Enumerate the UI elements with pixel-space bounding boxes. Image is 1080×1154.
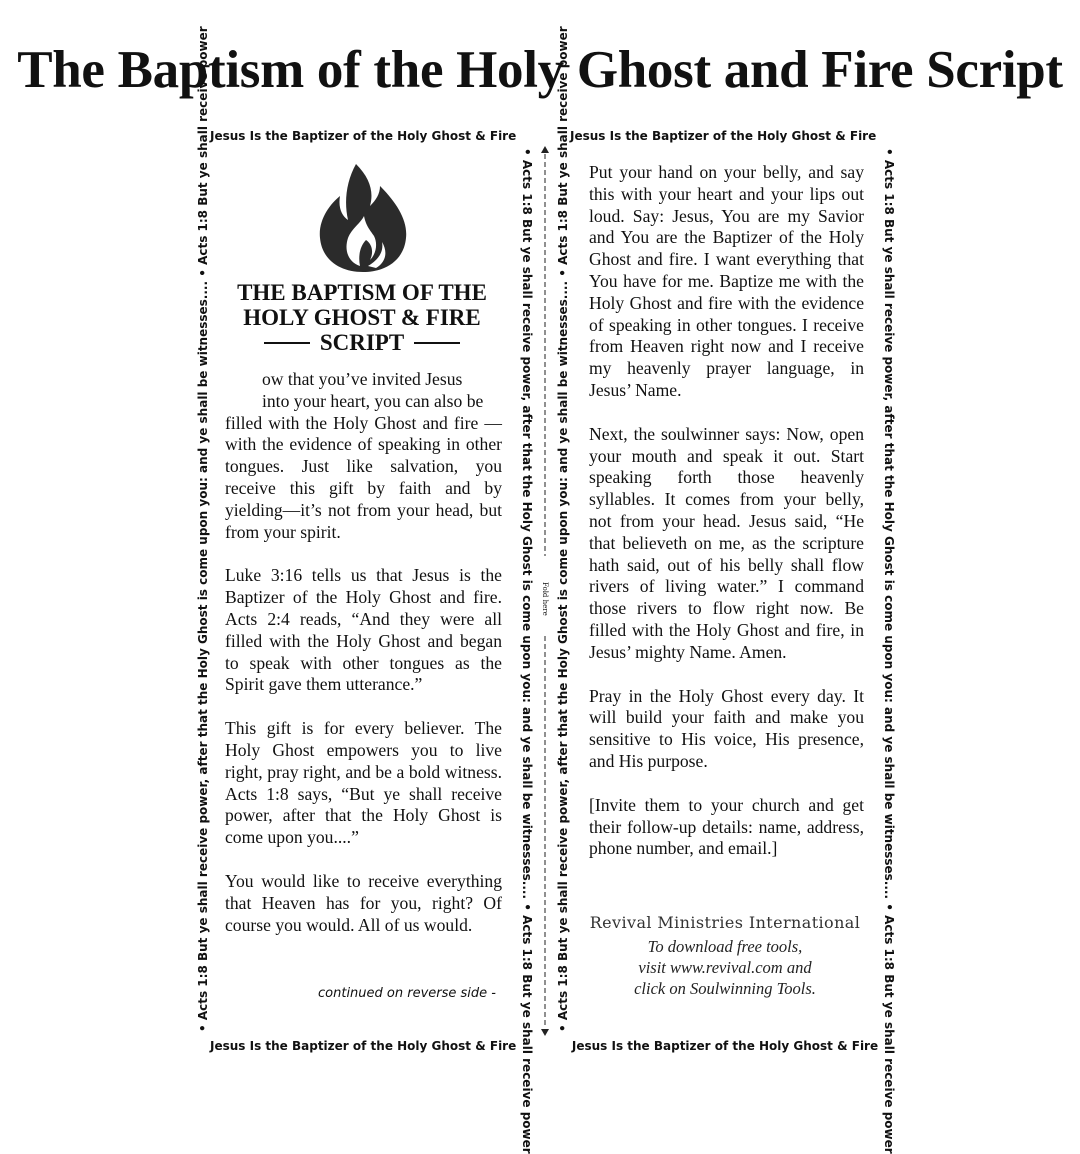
top-band-right: Jesus Is the Baptizer of the Holy Ghost & Fire [570, 129, 877, 143]
right-card-body [589, 162, 864, 860]
prayer-paragraph: Put your hand on your belly, and say this with your heart and your lips out loud. Say: Jesus, You are my Savior and You are the Baptizer of the Holy Ghost and fire. I want everything that You have for me. Baptize me with the Holy Ghost and fire with the evidence of speaking in other tongues. I receive from Heaven right now and I receive my heavenly prayer language, in Jesus’ Name. [589, 162, 864, 400]
card-title-script-row [212, 330, 512, 355]
download-line1: To download free tools, [647, 937, 803, 956]
side-band-left: • Acts 1:8 But ye shall receive power, after that the Holy Ghost is come upon you: and ye shall be witnesses.... • Acts 1:8 But ye shall receive power [196, 26, 210, 1032]
luke-paragraph: Luke 3:16 tells us that Jesus is the Baptizer of the Holy Ghost and fire. Acts 2:4 reads, “And they were all filled with the Holy Ghost and began to speak with other tongues as the Spirit gave them utterance.” [225, 565, 502, 695]
card-title-line3: SCRIPT [319, 330, 405, 355]
card-title [212, 280, 512, 355]
left-card-body [225, 369, 502, 936]
continued-note: continued on reverse side - [318, 986, 496, 1001]
flame-icon [318, 162, 408, 274]
side-band-right: • Acts 1:8 But ye shall receive power, after that the Holy Ghost is come upon you: and ye shall be witnesses.... • Acts 1:8 But ye shall receive power [882, 148, 896, 1154]
top-band-left: Jesus Is the Baptizer of the Holy Ghost & Fire [210, 129, 517, 143]
intro-line1: ow that you’ve invited Jesus [262, 369, 463, 389]
side-band-middle-right: • Acts 1:8 But ye shall receive power, after that the Holy Ghost is come upon you: and ye shall be witnesses.... • Acts 1:8 But ye shall receive power [556, 26, 570, 1032]
intro-line2: into your heart, you can also be [262, 390, 484, 411]
title-rule-right [414, 342, 460, 344]
side-band-middle-left: • Acts 1:8 But ye shall receive power, after that the Holy Ghost is come upon you: and ye shall be witnesses.... • Acts 1:8 But ye shall receive power [520, 148, 534, 1154]
download-info [590, 936, 860, 999]
bottom-band-right: Jesus Is the Baptizer of the Holy Ghost & Fire [571, 1039, 879, 1053]
card-title-line1: THE BAPTISM OF THE [237, 280, 487, 305]
title-rule-left [264, 342, 310, 344]
page-title: The Baptism of the Holy Ghost and Fire Script [17, 41, 1063, 99]
gift-paragraph: This gift is for every believer. The Holy Ghost empowers you to live right, pray right, and be a bold witness. Acts 1:8 says, “But ye shall receive power, after that the Holy Ghost is come upon you....” [225, 718, 502, 848]
intro-paragraph: filled with the Holy Ghost and fire —with the evidence of speaking in other tongues. Just like salvation, you receive this gift by faith and by yielding—it’s not from your head, but from your spirit. [225, 412, 502, 542]
daily-prayer-paragraph: Pray in the Holy Ghost every day. It will build your faith and make you sensitive to His voice, His presence, and His purpose. [589, 685, 864, 771]
download-line2: visit www.revival.com and [638, 958, 812, 977]
bottom-band-left: Jesus Is the Baptizer of the Holy Ghost & Fire [210, 1039, 517, 1053]
card-title-line2: HOLY GHOST & FIRE [243, 305, 481, 330]
invite-paragraph: [Invite them to your church and get their follow-up details: name, address, phone number, and email.] [589, 794, 864, 859]
download-line3: click on Soulwinning Tools. [634, 979, 816, 998]
soulwinner-paragraph: Next, the soulwinner says: Now, open your mouth and speak it out. Start speaking forth those heavenly syllables. It comes from your belly, not from your head. Jesus said, “He that believeth on me, as the scripture hath said, out of his belly shall flow rivers of living water.” I command those rivers to flow right now. Be filled with the Holy Ghost and fire, in Jesus’ mighty Name. Amen. [589, 423, 864, 662]
fold-label: Fold here [541, 582, 549, 616]
organization-name: Revival Ministries International [589, 913, 861, 932]
receive-paragraph: You would like to receive everything that Heaven has for you, right? Of course you would. All of us would. [225, 870, 502, 935]
